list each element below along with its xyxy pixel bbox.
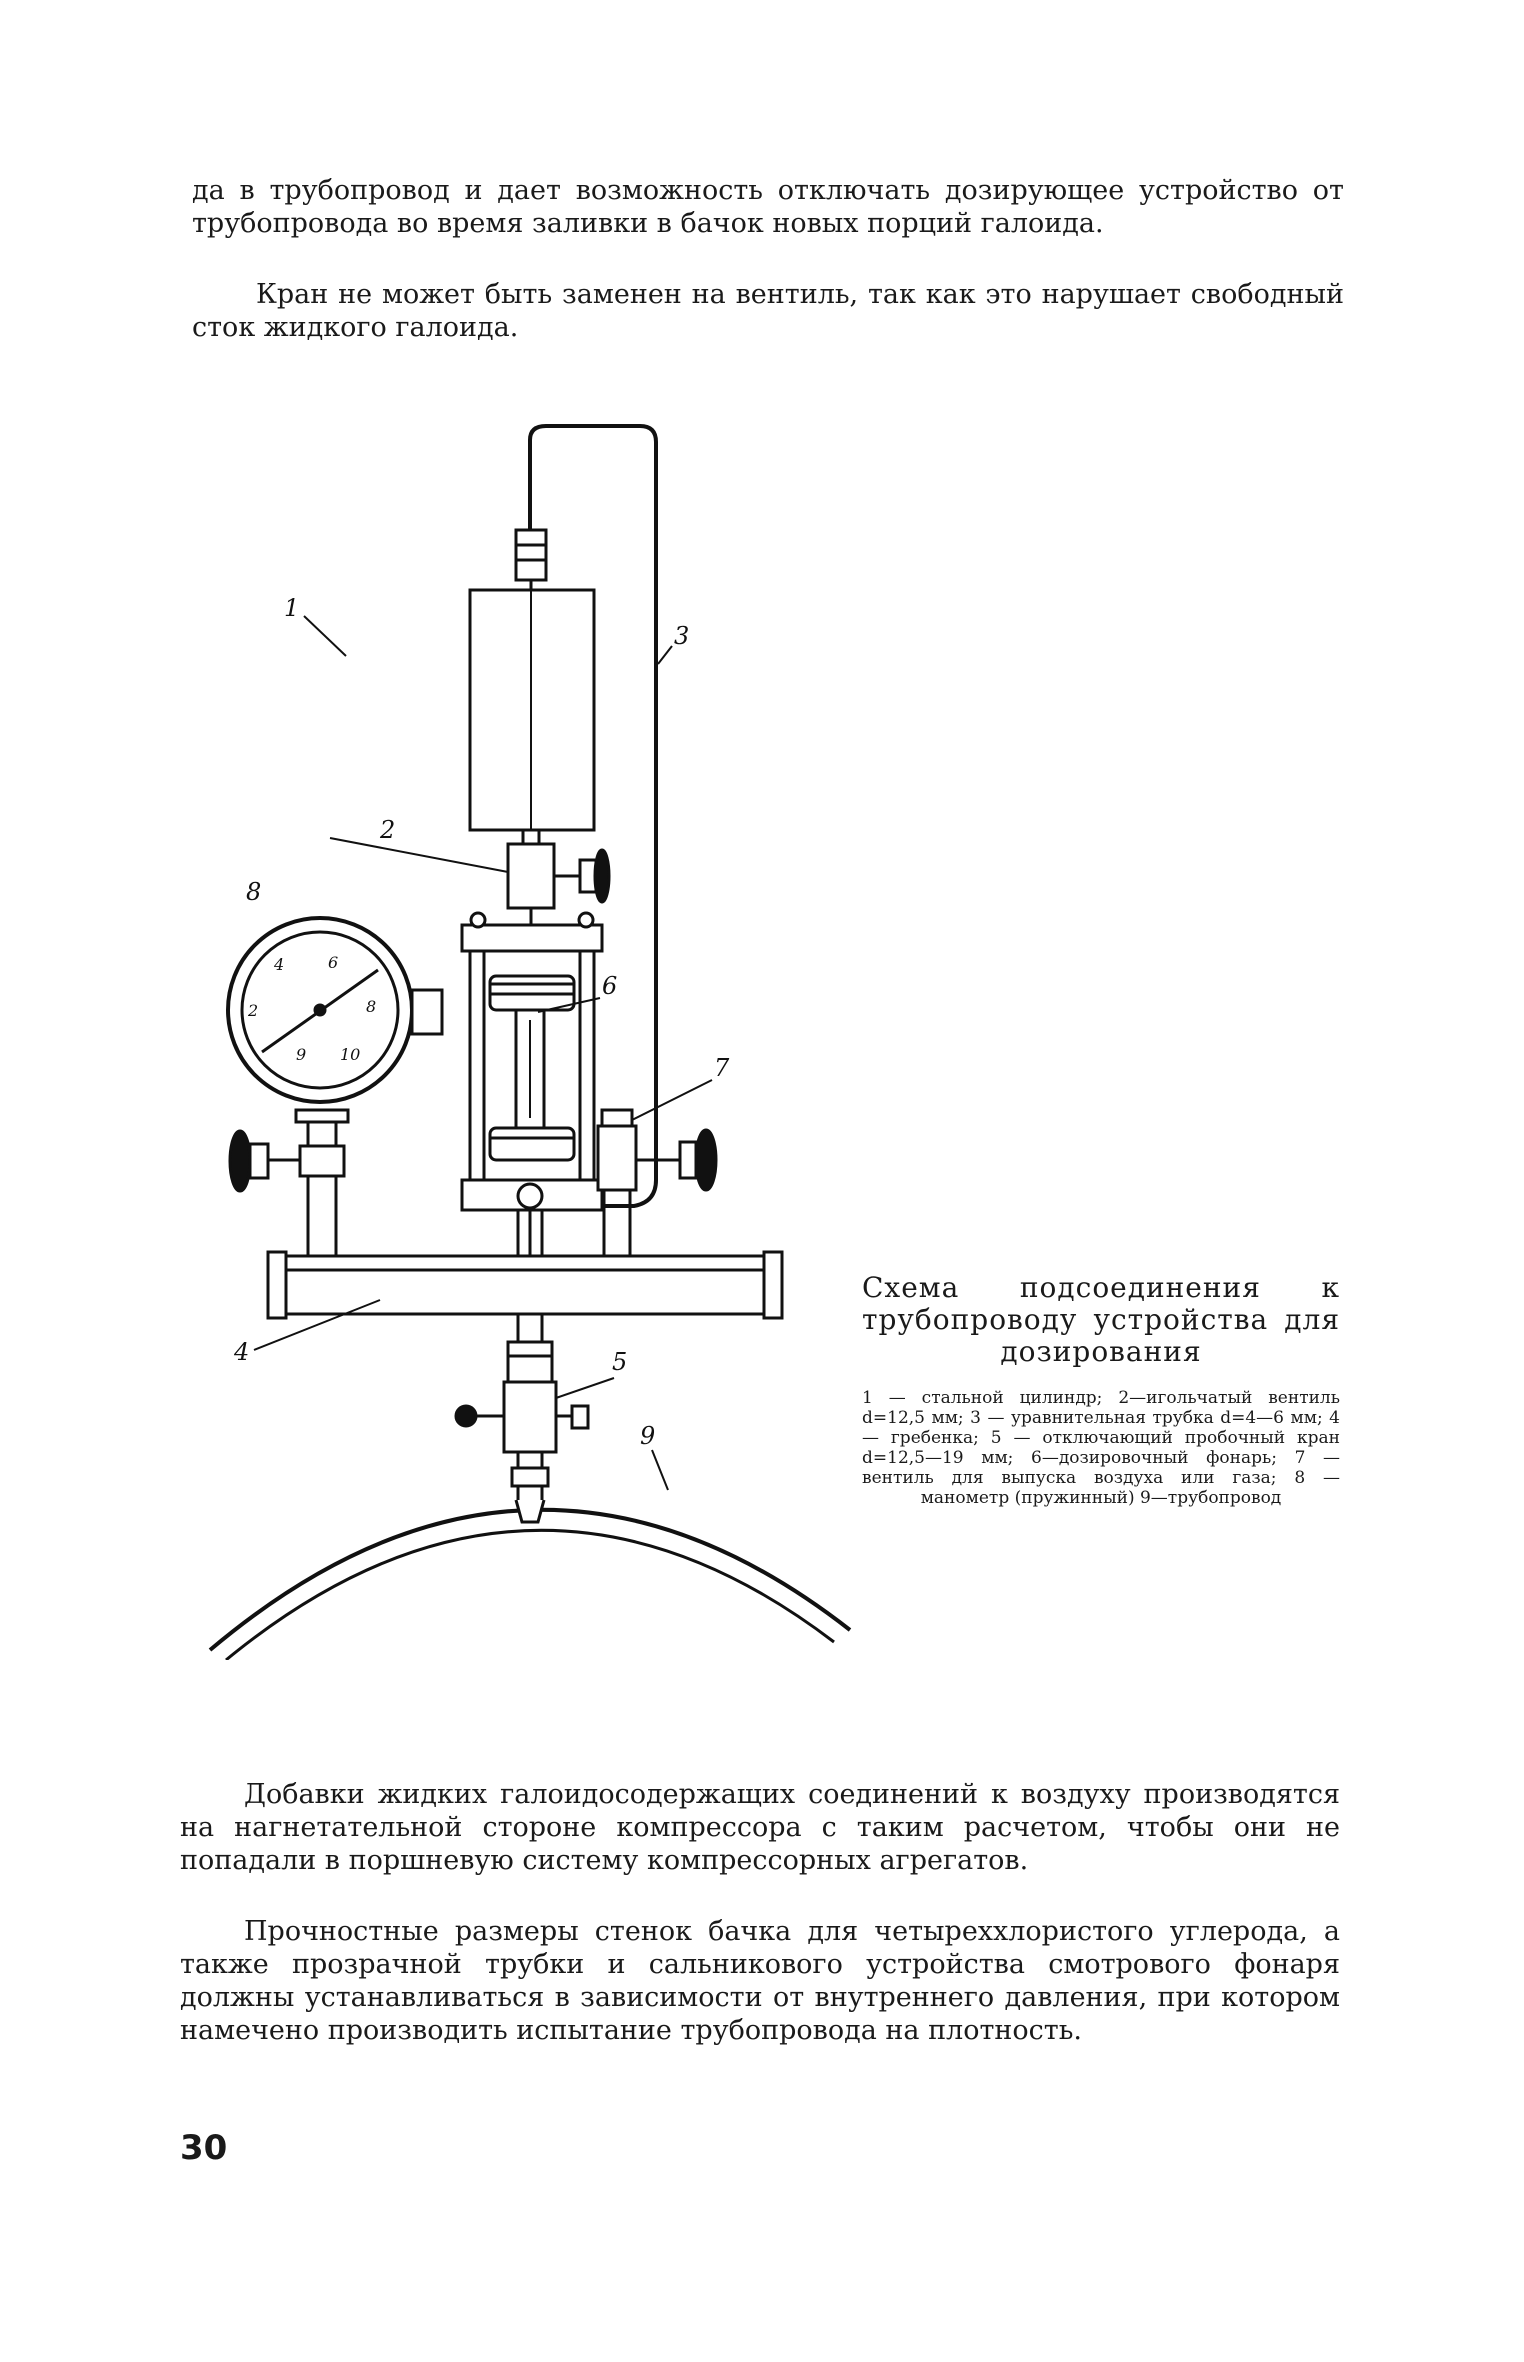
label-6: 6 — [602, 972, 618, 1000]
caption-title: Схема подсоединения к трубопроводу устройства для дозирования — [862, 1271, 1340, 1368]
sight-glass-lantern — [462, 925, 602, 951]
dial-number: 2 — [248, 1001, 259, 1020]
paragraph-additives: Добавки жидких галоидосодержащих соединений к воздуху производятся на нагнетательной стороне компрессора с таким расчетом, чтобы они не попадали в поршневую систему компрессорных агрегатов. — [180, 1779, 1340, 1876]
paragraph-top-continuation: да в трубопровод и дает возможность отключать дозирующее устройство от трубопровода во время заливки в бачок новых порций галоида. — [192, 175, 1344, 239]
dial-number: 9 — [296, 1045, 307, 1064]
dial-number: 10 — [340, 1045, 361, 1064]
caption-legend: 1 — стальной цилиндр; 2—игольчатый вентиль d=12,5 мм; 3 — уравнительная трубка d=4—6 мм; 4 — гребенка; 5 — отключающий пробочный кран d=12,5—19 мм; 6—дозировочный фонарь; 7 — вентиль для выпуска воздуха или газа; 8 — манометр (пружинный) 9—трубопровод — [862, 1388, 1340, 1508]
top-fitting — [516, 530, 546, 580]
label-9: 9 — [640, 1422, 656, 1450]
figure-caption — [862, 1272, 1340, 1508]
manifold — [286, 1256, 764, 1314]
label-5: 5 — [612, 1348, 628, 1376]
dial-number: 6 — [328, 953, 339, 972]
needle-valve — [508, 844, 554, 908]
label-4: 4 — [234, 1338, 250, 1366]
label-2: 2 — [380, 816, 396, 844]
dial-number: 4 — [274, 955, 285, 974]
paragraph-top-valve-note: Кран не может быть заменен на вентиль, так как это нарушает свободный сток жидкого галоида. — [192, 279, 1344, 343]
label-1: 1 — [284, 594, 300, 622]
label-3: 3 — [674, 622, 690, 650]
dosing-device-diagram — [200, 420, 880, 1660]
label-8: 8 — [246, 878, 262, 906]
plug-cock — [504, 1382, 556, 1452]
label-7: 7 — [714, 1054, 730, 1082]
dial-number: 8 — [366, 997, 377, 1016]
page-number: 30 — [180, 2128, 228, 2168]
paragraph-strength: Прочностные размеры стенок бачка для четыреххлористого углерода, а также прозрачной трубки и сальникового устройства смотрового фонаря должны устанавливаться в зависимости от внутреннего давления, при котором намечено производить испытание трубопровода на плотность. — [180, 1916, 1340, 2046]
